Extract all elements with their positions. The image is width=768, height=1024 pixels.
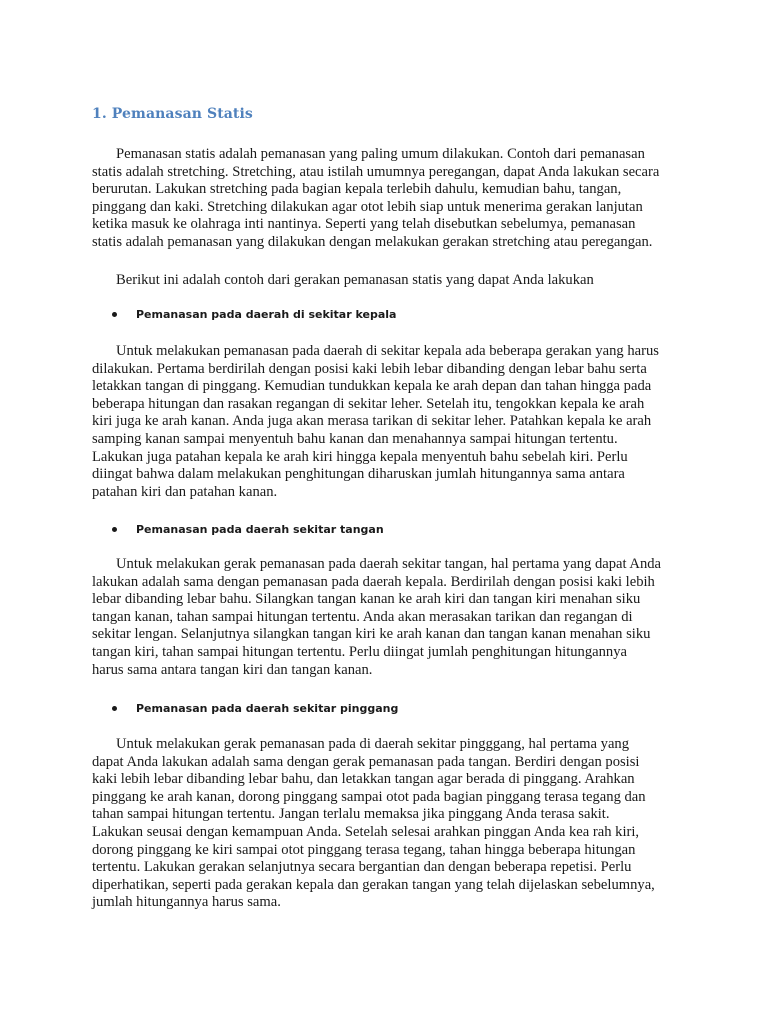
examples-intro-paragraph: Berikut ini adalah contoh dari gerakan pemanasan statis yang dapat Anda lakukan — [116, 272, 594, 288]
kepala-paragraph: Untuk melakukan pemanasan pada daerah di sekitar kepala ada beberapa gerakan yang harus dilakukan. Pertama berdirilah dengan posisi kaki lebih lebar dibanding dengan lebar bahu serta letakkan tangan di pinggang. Kemudian tundukkan kepala ke arah depan dan tahan hingga pada beberapa hitungan dan rasakan regangan di sekitar leher. Setelah itu, tengokkan kepala ke arah kiri juga ke arah kanan. Anda juga akan merasa tarikan di sekitar leher. Patahkan kepala ke arah samping kanan sampai menyentuh bahu kanan dan menahannya sampai hitungan tertentu. Lakukan juga patahan kepala ke arah kiri hingga kepala menyentuh bahu sebelah kiri. Perlu diingat bahwa dalam melakukan penghitungan diharuskan jumlah hitungannya sama antara patahan kiri dan patahan kanan. — [92, 343, 659, 500]
bullet-item-tangan — [112, 523, 384, 536]
bullet-icon — [112, 312, 117, 317]
intro-paragraph: Pemanasan statis adalah pemanasan yang paling umum dilakukan. Contoh dari pemanasan statis adalah stretching. Stretching, atau istilah umumnya peregangan, dapat Anda lakukan secara berurutan. Lakukan stretching pada bagian kepala terlebih dahulu, kemudian bahu, tangan, pinggang dan kaki. Stretching dilakukan agar otot lebih siap untuk menerima gerakan lanjutan ketika masuk ke olahraga inti nantinya. Seperti yang telah disebutkan sebelumya, pemanasan statis adalah pemanasan yang dilakukan dengan melakukan gerakan stretching atau peregangan. — [92, 146, 660, 250]
bullet-label: Pemanasan pada daerah sekitar pinggang — [136, 702, 399, 715]
bullet-label: Pemanasan pada daerah sekitar tangan — [136, 523, 384, 536]
bullet-icon — [112, 706, 117, 711]
bullet-item-kepala — [112, 308, 396, 321]
tangan-paragraph: Untuk melakukan gerak pemanasan pada daerah sekitar tangan, hal pertama yang dapat Anda lakukan adalah sama dengan pemanasan pada daerah kepala. Berdirilah dengan posisi kaki lebih lebar dibanding lebar bahu. Silangkan tangan kanan ke arah kiri dan tangan kiri menahan siku tangan kanan, tahan sampai hitungan tertentu. Anda akan merasakan tarikan dan regangan di sekitar lengan. Selanjutnya silangkan tangan kiri ke arah kanan dan tangan kanan menahan siku tangan kiri, tahan sampai hitungan tertentu. Perlu diingat jumlah penghitungan hitungannya harus sama antara tangan kiri dan tangan kanan. — [92, 556, 662, 678]
section-heading: 1. Pemanasan Statis — [92, 106, 253, 122]
bullet-label: Pemanasan pada daerah di sekitar kepala — [136, 308, 397, 321]
bullet-icon — [112, 527, 117, 532]
pinggang-paragraph: Untuk melakukan gerak pemanasan pada di daerah sekitar pingggang, hal pertama yang dapat Anda lakukan adalah sama dengan gerak pemanasan pada tangan. Berdiri dengan posisi kaki lebih lebar dibanding lebar bahu, dan letakkan tangan agar berada di pinggang. Arahkan pinggang ke arah kanan, dorong pinggang sampai otot pada bagian pinggang terasa tegang dan tahan sampai hitungan tertentu. Jangan terlalu memaksa jika pinggang Anda terasa sakit. Lakukan seusai dengan kemampuan Anda. Setelah selesai arahkan pinggan Anda kea rah kiri, dorong pinggang ke kiri sampai otot pinggang terasa tegang, tahan hingga beberapa hitungan tertentu. Lakukan gerakan selanjutnya secara bergantian dan dengan beberapa repetisi. Perlu diperhatikan, seperti pada gerakan kepala dan gerakan tangan yang telah dijelaskan sebelumnya, jumlah hitungannya harus sama. — [92, 736, 655, 911]
bullet-item-pinggang — [112, 702, 398, 715]
